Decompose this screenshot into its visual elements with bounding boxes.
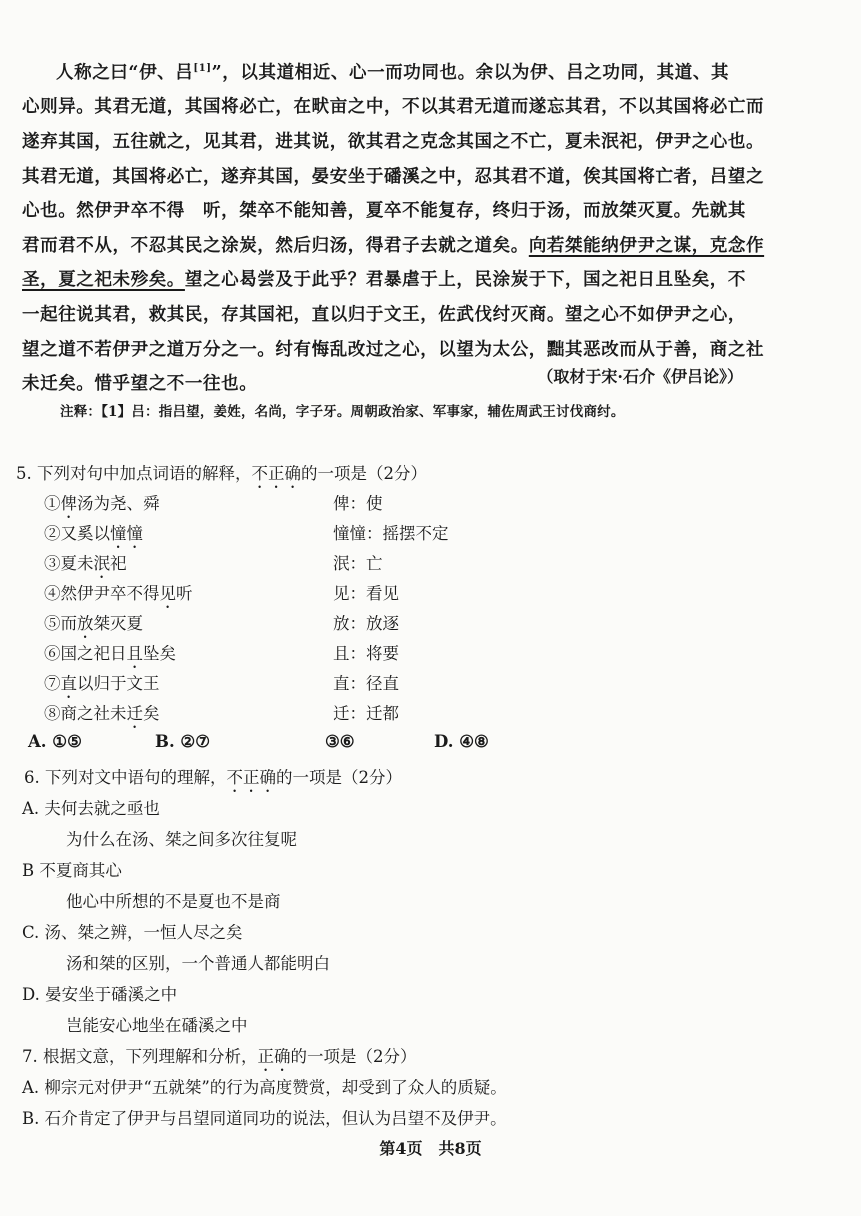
q5-option-d: D. ④⑧	[434, 732, 489, 751]
q5-option-b: B. ②⑦	[155, 732, 211, 751]
q5-item-left: ⑤而放桀灭夏	[44, 614, 143, 633]
q5-item-right: 见：看见	[333, 584, 399, 603]
q5-item-right: 且：将要	[333, 644, 399, 663]
passage-line: 君而君不从，不忍其民之涂炭，然后归汤，得君子去就之道矣。向若桀能纳伊尹之谋，克念作	[22, 235, 765, 256]
underlined-sentence: 向若桀能纳伊尹之谋，克念作	[528, 235, 765, 256]
passage-line: 一起往说其君，救其民，存其国祀，直以归于文王，佐武伐纣灭商。望之心不如伊尹之心，	[22, 304, 746, 325]
passage-line: 其君无道，其国将必亡，遂弃其国，晏安坐于磻溪之中，忍其君不道，俟其国将亡者，吕望之	[22, 166, 765, 187]
passage-line: 未迁矣。惜乎望之不一往也。	[22, 374, 258, 395]
question-5-stem: 5. 下列对句中加点词语的解释，不正确的一项是（2分）	[16, 464, 427, 483]
passage-line: 心也。然伊尹卒不得 听，桀卒不能知善，夏卒不能复存，终归于汤，而放桀灭夏。先就其	[22, 201, 746, 222]
q5-item-left: ①俾汤为尧、舜	[44, 494, 160, 513]
underlined-sentence: 圣，夏之祀未殄矣。	[22, 270, 185, 291]
q5-item-right: 放：放逐	[333, 614, 399, 633]
q5-item-left: ②又奚以憧憧	[44, 524, 143, 543]
q5-option-c: ③⑥	[325, 732, 355, 751]
q5-item-left: ④然伊尹卒不得见听	[44, 584, 193, 603]
q7-option-a: A. 柳宗元对伊尹“五就桀”的行为高度赞赏，却受到了众人的质疑。	[22, 1078, 507, 1097]
q6-option-b-quote: B 不夏商其心	[22, 861, 122, 880]
q5-item-right: 俾：使	[333, 494, 383, 513]
q6-option-b-gloss: 他心中所想的不是夏也不是商	[66, 892, 281, 911]
q5-item-left: ⑦直以归于文王	[44, 674, 160, 693]
passage-line: 人称之曰“伊、吕[1]”，以其道相近、心一而功同也。余以为伊、吕之功同，其道、其	[56, 62, 730, 83]
q5-item-right: 直：径直	[333, 674, 399, 693]
passage-line: 遂弃其国，五往就之，见其君，进其说，欲其君之克念其国之不亡，夏未泯祀，伊尹之心也。	[22, 132, 765, 153]
question-7-stem: 7. 根据文意，下列理解和分析，正确的一项是（2分）	[22, 1047, 417, 1066]
passage-line: 望之道不若伊尹之道万分之一。纣有悔乱改过之心，以望为太公，黜其恶改而从于善，商之社	[22, 339, 765, 360]
footnote: 注释：【1】吕：指吕望，姜姓，名尚，字子牙。周朝政治家、军事家，辅佐周武王讨伐商纣。	[60, 404, 625, 420]
page-footer: 第4页 共8页	[379, 1139, 482, 1158]
q5-item-right: 泯：亡	[333, 554, 383, 573]
footnote-marker: [1]	[193, 63, 212, 74]
q6-option-c-quote: C. 汤、桀之辨，一恒人尽之矣	[22, 923, 243, 942]
question-6-stem: 6. 下列对文中语句的理解，不正确的一项是（2分）	[24, 768, 402, 787]
q5-item-left: ③夏未泯祀	[44, 554, 127, 573]
q6-option-c-gloss: 汤和桀的区别，一个普通人都能明白	[66, 954, 330, 973]
passage-line: 心则异。其君无道，其国将必亡，在畎亩之中，不以其君无道而遂忘其君，不以其国将必亡而	[22, 97, 765, 118]
q6-option-d-quote: D. 晏安坐于磻溪之中	[22, 985, 178, 1004]
q5-item-right: 憧憧：摇摆不定	[333, 524, 449, 543]
q5-item-left: ⑧商之社未迁矣	[44, 704, 160, 723]
passage-line: 圣，夏之祀未殄矣。望之心曷尝及于此乎？君暴虐于上，民涂炭于下，国之祀日且坠矣，不	[22, 270, 747, 291]
q6-option-a-gloss: 为什么在汤、桀之间多次往复呢	[66, 830, 297, 849]
q7-option-b: B. 石介肯定了伊尹与吕望同道同功的说法，但认为吕望不及伊尹。	[22, 1109, 507, 1128]
q6-option-a-quote: A. 夫何去就之亟也	[22, 799, 160, 818]
q5-item-left: ⑥国之祀日且坠矣	[44, 644, 176, 663]
q5-item-right: 迁：迁都	[333, 704, 399, 723]
passage-source: （取材于宋·石介《伊吕论》）	[537, 367, 743, 386]
classical-passage	[22, 52, 837, 402]
q6-option-d-gloss: 岂能安心地坐在磻溪之中	[66, 1016, 248, 1035]
q5-option-a: A. ①⑤	[28, 732, 82, 751]
